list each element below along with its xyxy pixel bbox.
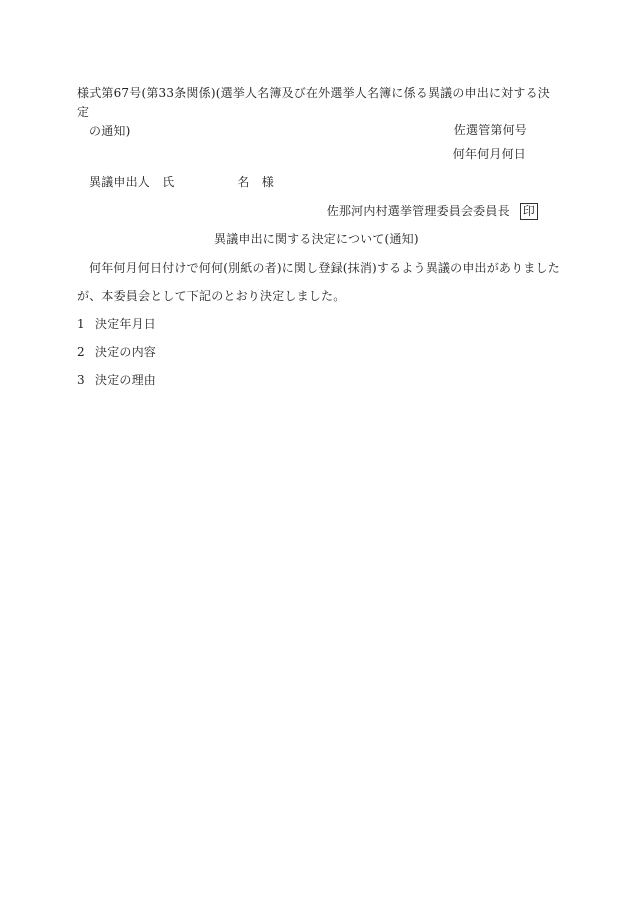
- document-subject: 異議申出に関する決定について(通知): [214, 232, 419, 246]
- list-item-label: 決定年月日: [95, 317, 157, 331]
- recipient-name-suffix: 名 様: [237, 175, 275, 189]
- form-caption-line1: 様式第67号(第33条関係)(選挙人名簿及び在外選挙人名簿に係る異議の申出に対する決定: [77, 86, 550, 119]
- list-item-decision-date: [77, 318, 156, 330]
- list-item-number: 1: [77, 317, 85, 331]
- form-caption-line2: の通知): [89, 124, 131, 138]
- list-item-number: 3: [77, 373, 85, 387]
- issuer-line: [327, 203, 538, 220]
- list-item-label: 決定の内容: [95, 345, 157, 359]
- recipient-line: [89, 176, 274, 188]
- list-item-decision-reason: [77, 374, 156, 386]
- body-text-line2: が、本委員会として下記のとおり決定しました。: [77, 289, 346, 303]
- list-item-decision-content: [77, 346, 156, 358]
- list-item-label: 決定の理由: [95, 373, 157, 387]
- list-item-number: 2: [77, 345, 85, 359]
- recipient-label: 異議申出人 氏: [89, 175, 175, 189]
- issuer-name: 佐那河内村選挙管理委員会委員長: [326, 204, 510, 218]
- document-date: 何年何月何日: [452, 147, 526, 161]
- body-text-line1: 何年何月何日付けで何何(別紙の者)に関し登録(抹消)するよう異議の申出がありました: [89, 261, 560, 275]
- seal-mark: 印: [520, 203, 538, 220]
- document-number: 佐選管第何号: [453, 123, 527, 137]
